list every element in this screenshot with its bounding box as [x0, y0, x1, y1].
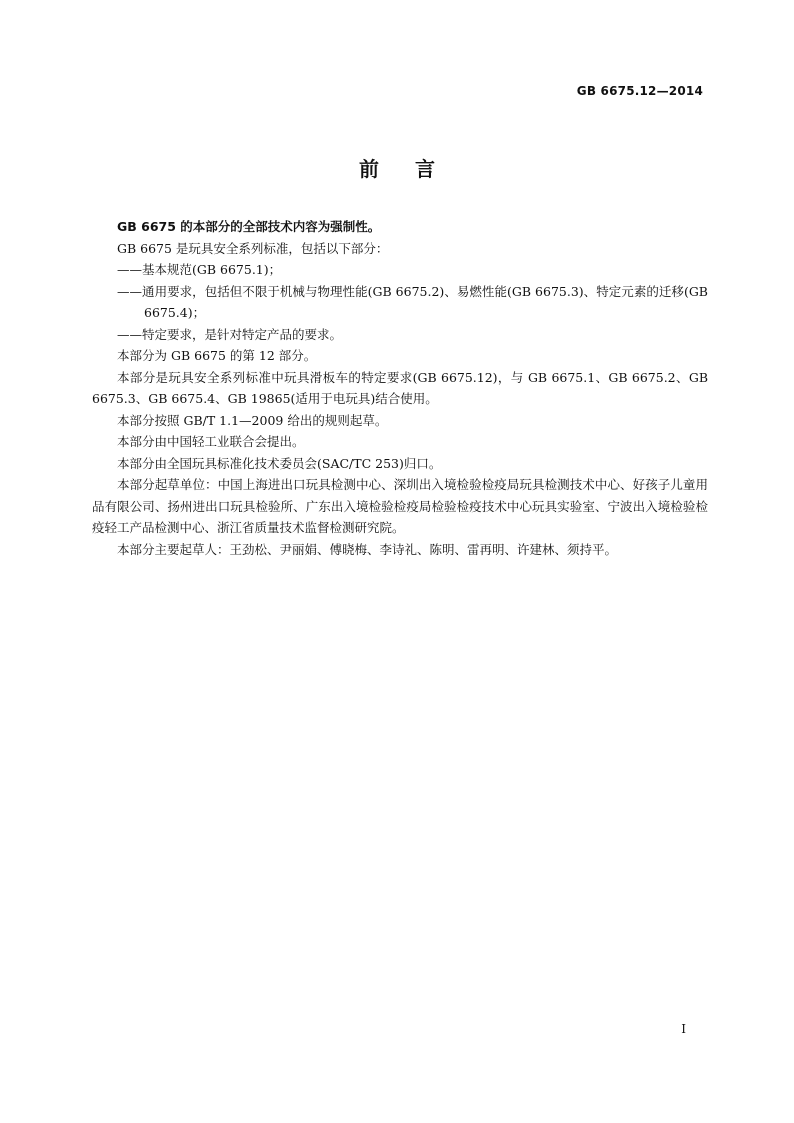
- drafting-units: 本部分起草单位：中国上海进出口玩具检测中心、深圳出入境检验检疫局玩具检测技术中心、好孩子儿童用品有限公司、扬州进出口玩具检验所、广东出入境检验检疫局检验检疫技术中心玩具实验室、宁波出入境检验检疫轻工产品检测中心、浙江省质量技术监督检测研究院。: [92, 477, 708, 535]
- list-item-specific: ——特定要求，是针对特定产品的要求。: [117, 326, 343, 342]
- mandatory-statement: GB 6675 的本部分的全部技术内容为强制性。: [117, 219, 381, 234]
- proposer: 本部分由中国轻工业联合会提出。: [117, 434, 305, 449]
- drafting-rules: 本部分按照 GB/T 1.1—2009 给出的规则起草。: [117, 412, 388, 428]
- standard-code-header: GB 6675.12—2014: [576, 84, 703, 98]
- list-item-basic: ——基本规范(GB 6675.1)；: [117, 262, 282, 277]
- list-item-general: ——通用要求，包括但不限于机械与物理性能(GB 6675.2)、易燃性能(GB 6675.3)、特定元素的迁移(GB 6675.4)；: [117, 283, 708, 320]
- foreword-body: [92, 216, 708, 560]
- page-title: 前言: [359, 157, 471, 181]
- series-intro: GB 6675 是玩具安全系列标准，包括以下部分：: [117, 240, 389, 256]
- drafters: 本部分主要起草人：王劲松、尹丽娟、傅晓梅、李诗礼、陈明、雷再明、许建林、须持平。: [117, 541, 618, 557]
- part-number: 本部分为 GB 6675 的第 12 部分。: [117, 348, 317, 363]
- scope-paragraph: 本部分是玩具安全系列标准中玩具滑板车的特定要求(GB 6675.12)，与 GB 6675.1、GB 6675.2、GB 6675.3、GB 6675.4、GB 19865(适用于电玩具)结合使用。: [92, 369, 708, 406]
- committee: 本部分由全国玩具标准化技术委员会(SAC/TC 253)归口。: [117, 455, 442, 471]
- page-number: I: [681, 1022, 686, 1036]
